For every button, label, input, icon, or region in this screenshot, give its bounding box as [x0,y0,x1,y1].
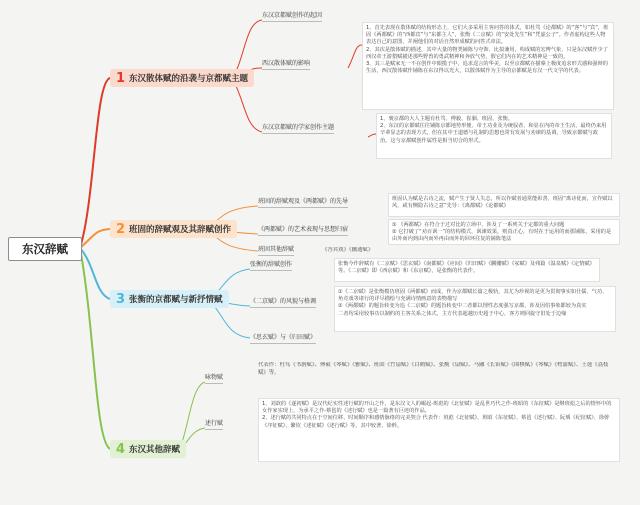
root-title: 东汉辞赋 [22,242,68,256]
b2-other-note: 《答宾戏》《幽通赋》 [322,247,374,253]
b1-influence-note: 1、首先表现在散体赋的结构形态上，它们大多采用主客问答的体式，如杜笃《论都赋》的“客”与“宾”，班固《两都赋》的“西都宾”与“东都主人”，张衡《二京赋》的“安处先生”和“凭虚公子”。作者虚构这些人物表达自己的意图，并阐他们的对话自然形成赋的问答式章法。 2、其次是散体赋的描述，其中大量的物类铺陈与夸饰、比拟兼用，构成赋的宏博气象，只是东汉赋作少了西汉帝王游猎赋描述那些野兽的勇武精神和奔放气势，假它们内在的艺术精神是一致的。 3、其三是赋家无一不在创作中眼揽子中，追求逞言的华美，以至京都赋在描摹上极度追求形式感和强辩的生活，西汉散体赋作铺陈在东汉得以光大，以散体赋作为主导的京都赋是有汉一代文学的代表。 [362,22,614,110]
branch-2-label: 班固的辞赋观及其辞赋创作 [129,225,232,235]
b3-sub-works[interactable]: 张衡的辞赋创作 [250,261,292,271]
b1-sub-themes[interactable]: 东汉京都赋的学家创作主题 [262,124,334,134]
b4-sub-yongwu[interactable]: 咏物赋 [205,374,223,384]
b1-sub-origin[interactable]: 东汉京都赋创作的起因 [262,12,322,22]
b2-sub-art[interactable]: 《两都赋》的艺术表现与思想归宿 [258,226,348,236]
branch-4[interactable] [110,440,186,458]
branch-3[interactable] [110,290,229,308]
b2-sub-view[interactable]: 班固的辞赋观及《两都赋》的先导 [258,198,348,208]
b3-sub-style[interactable]: 《二京赋》的风貌与格调 [250,298,316,308]
b1-sub-influence[interactable]: 西汉散体赋的影响 [262,60,310,70]
b4-yongwu-note: 代表作：杜笃《书旃赋》、傅毅《琴赋》《雅赋》、班固《竹扇赋》《白鹤赋》、张衡《扇赋》、马融《长笛赋》《围棋赋》《琴赋》《樗蒲赋》、王逸《荔枝赋》等。 [258,362,609,376]
b3-style-note: ①《二京赋》是张衡模仿班固《两都赋》而成，作为京都赋长篇之极轨，其尤为珍视的是更为贯彻事实如仕儒、气功、角竞戏等诸行的详尽描绘与充满诗情画意的表物描写 ②《两都赋》的题旨转变为追《二京赋》的题旨转变中二者都以理性态度强写京都，涉及因俗事象都较为真实 二者均采用较事功以制约的主客关系之体式，主方代表超越历史超于中心，客方则回旋守旧处于边缘 [334,286,616,332]
b4-shuxing-note: 1、刘歆的《遂初赋》是汉代纪实性述行赋的开山之作，是东汉文人的崛起-班彪的《北征赋》是乱世巧代之作-班昭的《东征赋》是继班彪之后的情怀中的女作家实现上，为承平之作-蔡邕的《述行赋》也是一篇著有巨迹的作品。 2、述行赋的共同特点在于空间位移、时间顺序和感情脉络的完美契合 代表作：班彪《北征赋》、班昭《东征赋》、蔡邕《述行赋》、阮瑀《纪征赋》、徐幹《序征赋》、繁钦《述征赋》《述行赋》等。其中较著、徐幹。 [258,398,620,462]
b3-works-note: 张衡今作辞赋有《二京赋》《思玄赋》《南都赋》《应间》《归田赋》《髑髅赋》《冢赋》及残篇《温泉赋》《定情赋》等。《二京赋》即《西京赋》和《东京赋》，是张衡的代表作。 [334,258,600,282]
b2-art-note: ① 《两都赋》在符合于过对比的立场中，涉及了一系列关于定都的重大问题 ② 它打破了“劝百讽一”的结构模式，讽谏效果，则真正心，有时在于运用的而那铺陈，采用的是由外而内到由内而外再由而外的回环往复的铺陈笔法 [388,219,620,245]
b4-sub-shuxing[interactable]: 述行赋 [205,420,223,430]
b2-view-note: 班固认为赋是古诗之流，赋产生于贤人失志，所以作赋者通常能彰善，班固“离诗优而，宣作赋以风，咸有恻隐古诗之意”先导：《离都赋》《论都赋》 [388,193,620,217]
branch-2-number: 2 [116,221,126,237]
branch-1-number: 1 [116,70,126,86]
branch-1-label: 东汉散体赋的沿袭与京都赋主题 [129,74,249,84]
branch-4-number: 4 [116,441,126,457]
branch-3-number: 3 [116,291,126,307]
branch-4-label: 东汉其他辞赋 [129,445,181,455]
b2-sub-other[interactable]: 班固其他辞赋 [258,246,294,256]
branch-3-label: 张衡的京都赋与新抒情赋 [129,295,223,305]
branch-1[interactable] [110,69,254,87]
b3-sub-sixuan[interactable]: 《思玄赋》与《归田赋》 [250,334,316,344]
branch-2[interactable] [110,220,237,238]
b1-themes-note: 1、褒京都的大人主题有杜笃、傅毅、崔骃、班固、张衡。 2、东汉的京都赋往往铺陈京都地势形便、帝王功业及为统驭者、和显在内的帝王生活，最终仍来用辛辈显志的表现方式，但在其中王道德与礼制的思想也常有发展与劝谏的基调，导致京都赋与政治。这与京都赋创作属性是相当切合的形式。 [376,113,612,159]
root-node[interactable] [8,237,82,261]
